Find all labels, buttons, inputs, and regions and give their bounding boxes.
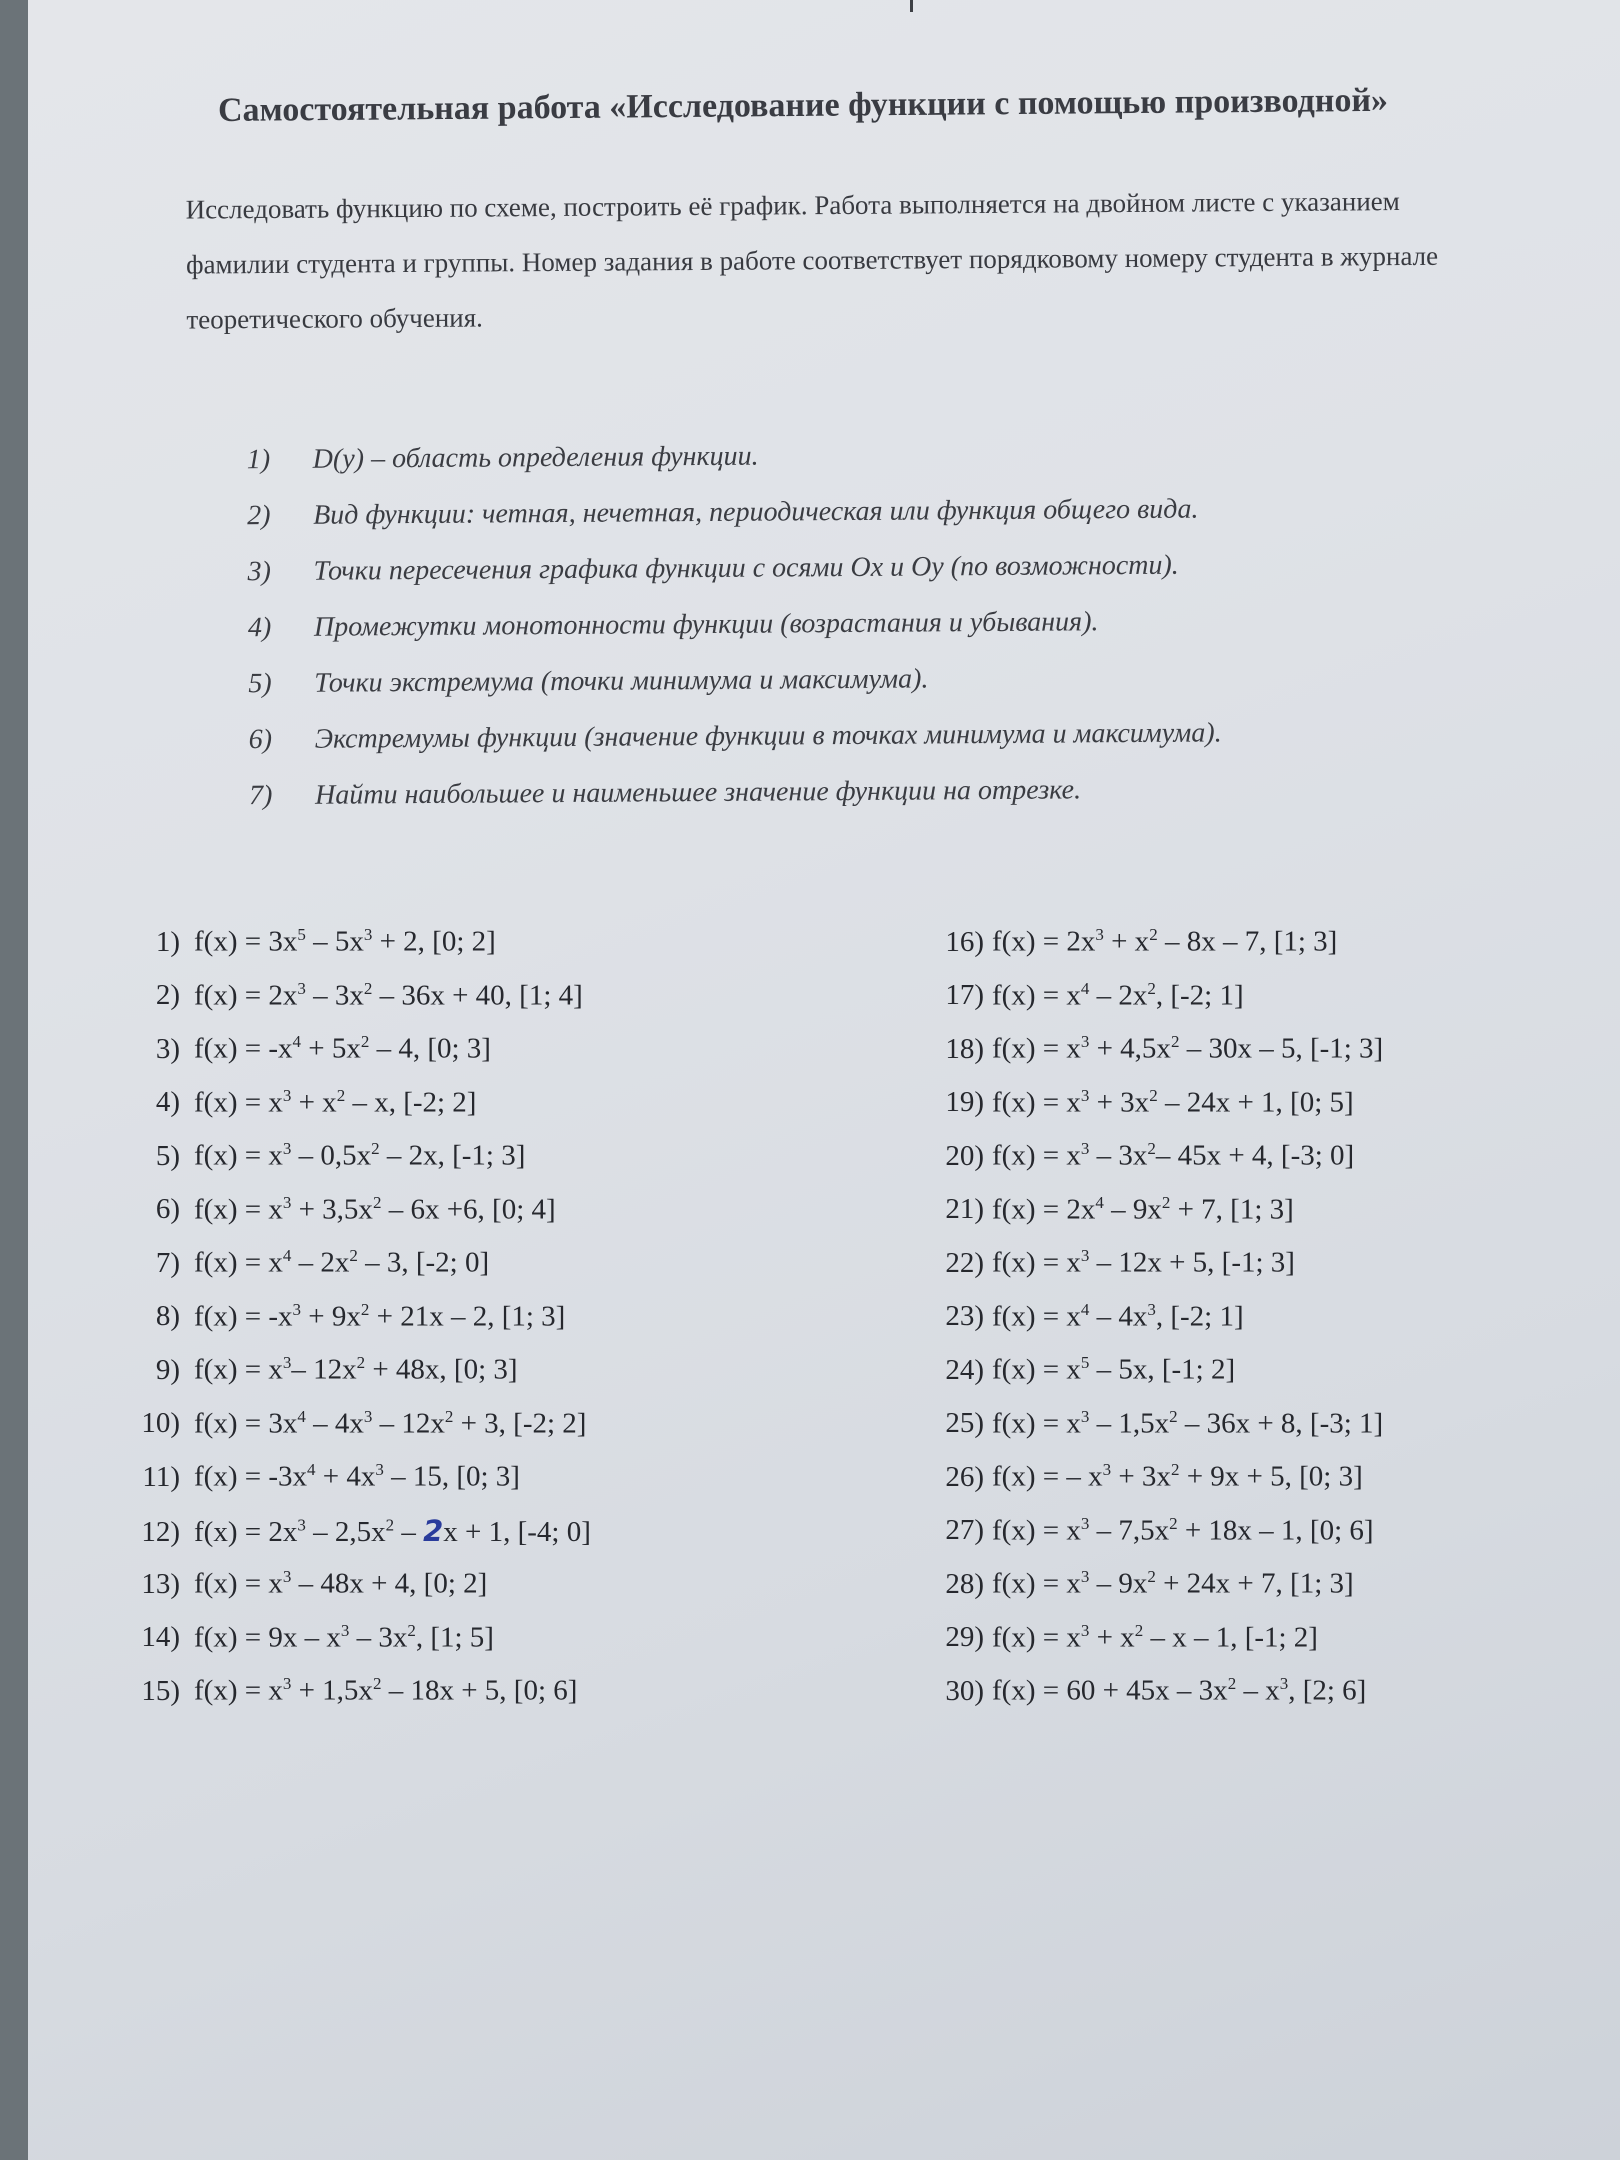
step-number: 2) — [247, 500, 271, 532]
task-number: 13) — [141, 1567, 180, 1600]
function-task — [128, 1246, 808, 1300]
function-formula: $f(x) = x^3 - 0,5x^2 - 2x$, [-1; 3] — [194, 1139, 526, 1172]
task-number: 11) — [142, 1460, 180, 1493]
function-formula: $f(x) = x^3 + x^2 - x - 1$, [-1; 2] — [992, 1620, 1318, 1654]
task-number: 6) — [155, 1193, 180, 1226]
analysis-steps-list — [247, 436, 1450, 836]
task-number: 22) — [945, 1246, 984, 1279]
function-task — [128, 979, 808, 1033]
function-task — [940, 1567, 1590, 1621]
function-formula: $f(x) = -3x^4 + 4x^3 - 15$, [0; 3] — [194, 1460, 520, 1493]
function-formula: $f(x) = 3x^5 - 5x^3 + 2$, [0; 2] — [194, 925, 496, 958]
intro-paragraph: Исследовать функцию по схеме, построить её график. Работа выполняется на двойном листе с указанием фамилии студента и группы. Номер задания в работе соответствует порядковому номеру студента в журнале теоретического обучения. — [185, 186, 1439, 335]
function-task — [940, 979, 1590, 1033]
function-formula: $f(x) = 9x - x^3 - 3x^2$, [1; 5] — [194, 1620, 494, 1654]
function-formula: $f(x) = x^3 - 7,5x^2 + 18x - 1$, [0; 6] — [992, 1513, 1374, 1547]
step-text: Найти наибольшее и наименьшее значение функции на отрезке. — [314, 774, 1082, 811]
function-formula: $f(x) = -x^4 + 5x^2 - 4$, [0; 3] — [194, 1032, 491, 1065]
task-number: 4) — [155, 1086, 180, 1119]
function-formula: $f(x) = x^3 - 9x^2 + 24x + 7$, [1; 3] — [992, 1567, 1354, 1600]
task-number: 2) — [155, 979, 180, 1012]
function-formula: $f(x) = x^3 + 3x^2 - 24x + 1$, [0; 5] — [992, 1085, 1354, 1119]
function-task — [940, 1139, 1590, 1193]
task-number: 17) — [945, 979, 984, 1012]
function-formula: $f(x) = x^3 + 1,5x^2 - 18x + 5$, [0; 6] — [194, 1674, 578, 1707]
step-number: 3) — [247, 556, 271, 588]
task-number: 26) — [945, 1460, 984, 1493]
step-text: D(y) – область определения функции. — [312, 440, 759, 475]
function-task — [128, 1567, 808, 1621]
function-task — [940, 1032, 1590, 1086]
function-task — [940, 1407, 1590, 1461]
analysis-step — [249, 772, 1449, 836]
step-number: 1) — [246, 444, 271, 476]
function-task — [940, 1460, 1590, 1514]
function-formula: $f(x) = 2x^3 + x^2 - 8x - 7$, [1; 3] — [992, 925, 1338, 958]
task-number: 5) — [155, 1139, 180, 1172]
function-task — [940, 1300, 1590, 1354]
function-formula: $f(x) = x^3 - 48x + 4$, [0; 2] — [194, 1567, 488, 1600]
task-number: 14) — [141, 1621, 180, 1654]
step-number: 4) — [247, 612, 272, 644]
task-number: 3) — [155, 1032, 180, 1065]
function-task — [940, 1353, 1590, 1407]
analysis-step — [247, 436, 1447, 500]
step-number: 7) — [248, 780, 273, 812]
step-text: Точки экстремума (точки минимума и максимума). — [314, 663, 929, 699]
function-formula: $f(x) = 2x^3 - 2,5x^2 - 2x + 1$, [-4; 0] — [194, 1513, 591, 1548]
task-number: 7) — [155, 1246, 180, 1279]
task-number: 18) — [945, 1032, 984, 1065]
function-task — [940, 925, 1590, 979]
step-text: Точки пересечения графика функции с осями Ох и Оу (по возможности). — [313, 549, 1179, 587]
analysis-step — [247, 492, 1447, 556]
task-number: 12) — [141, 1515, 180, 1548]
function-task — [128, 1300, 808, 1354]
function-task — [940, 1086, 1590, 1140]
function-task — [128, 1514, 808, 1568]
function-formula: f(x) = – $x^3 + 3x^2 + 9x + 5$, [0; 3] — [992, 1460, 1363, 1493]
function-formula: $f(x) = x^4 - 2x^2 - 3$, [-2; 0] — [194, 1246, 490, 1279]
function-task — [128, 1621, 808, 1675]
function-formula: $f(x) = x^3-$ $12x^2 + 48x$, [0; 3] — [194, 1353, 518, 1386]
function-task — [128, 1193, 808, 1247]
analysis-step — [249, 716, 1449, 780]
function-formula: $f(x) = x^4 - 4x^3$, [-2; 1] — [992, 1299, 1244, 1333]
page-edge-mark — [910, 0, 913, 12]
task-number: 1) — [155, 925, 180, 958]
function-task — [128, 1086, 808, 1140]
task-number: 20) — [945, 1139, 984, 1172]
analysis-step — [247, 548, 1447, 612]
task-number: 8) — [155, 1300, 180, 1333]
function-task — [128, 1407, 808, 1461]
task-number: 28) — [945, 1567, 984, 1600]
function-formula: $f(x) = x^4 - 2x^2$, [-2; 1] — [992, 978, 1244, 1012]
task-number: 21) — [945, 1193, 984, 1226]
task-number: 19) — [945, 1086, 984, 1119]
task-number: 25) — [945, 1407, 984, 1440]
function-task — [128, 1674, 808, 1728]
function-task — [940, 1514, 1590, 1568]
function-task — [940, 1674, 1590, 1728]
function-formula: $f(x) = x^5 - 5x$, [-1; 2] — [992, 1353, 1236, 1386]
analysis-step — [248, 604, 1448, 668]
task-number: 30) — [945, 1674, 984, 1707]
task-number: 16) — [945, 925, 984, 958]
functions-column-left — [128, 925, 808, 1728]
step-text: Экстремумы функции (значение функции в точках минимума и максимума). — [314, 717, 1222, 755]
function-task — [128, 1032, 808, 1086]
function-formula: $f(x) = x^3 - 12x + 5$, [-1; 3] — [992, 1246, 1295, 1279]
function-task — [128, 925, 808, 979]
task-number: 24) — [945, 1353, 984, 1386]
function-formula: $f(x) = -x^3 + 9x^2 + 21x - 2$, [1; 3] — [194, 1299, 566, 1333]
function-formula: $f(x) = 3x^4 - 4x^3 - 12x^2 + 3$, [-2; 2] — [194, 1406, 587, 1440]
step-number: 5) — [248, 668, 272, 700]
task-number: 9) — [155, 1353, 180, 1386]
document-page — [28, 0, 1620, 2160]
step-text: Промежутки монотонности функции (возрастания и убывания). — [313, 606, 1099, 643]
task-number: 15) — [141, 1674, 180, 1707]
analysis-step — [248, 660, 1448, 724]
function-formula: $f(x) = x^3 - 1,5x^2 - 36x + 8$, [-3; 1] — [992, 1406, 1384, 1440]
function-task — [128, 1139, 808, 1193]
task-number: 10) — [141, 1407, 180, 1440]
function-task — [128, 1460, 808, 1514]
function-task — [128, 1353, 808, 1407]
functions-column-right — [940, 925, 1590, 1728]
function-task — [940, 1193, 1590, 1247]
task-number: 29) — [945, 1621, 984, 1654]
function-formula: $f(x) = x^3 + 3,5x^2 - 6x +6$, [0; 4] — [194, 1192, 556, 1226]
step-number: 6) — [248, 724, 273, 756]
page-title: Самостоятельная работа «Исследование функции с помощью производной» — [217, 81, 1389, 130]
function-task — [940, 1246, 1590, 1300]
function-formula: $f(x) = 2x^3 - 3x^2 - 36x + 40$, [1; 4] — [194, 978, 583, 1012]
function-formula: $f(x) = 60 + 45x - 3x^2 - x^3$, [2; 6] — [992, 1674, 1367, 1707]
step-text: Вид функции: четная, нечетная, периодическая или функция общего вида. — [313, 493, 1199, 531]
task-number: 23) — [945, 1300, 984, 1333]
function-formula: $f(x) = x^3 - 3x^2-$ 45x + 4, [-3; 0] — [992, 1139, 1355, 1172]
task-number: 27) — [945, 1514, 984, 1547]
function-formula: $f(x) = x^3 + 4,5x^2 - 30x - 5$, [-1; 3] — [992, 1032, 1384, 1065]
function-formula: $f(x) = 2x^4 - 9x^2 + 7$, [1; 3] — [992, 1192, 1294, 1226]
function-formula: $f(x) = x^3 + x^2 - x$, [-2; 2] — [194, 1085, 477, 1119]
function-task — [940, 1621, 1590, 1675]
